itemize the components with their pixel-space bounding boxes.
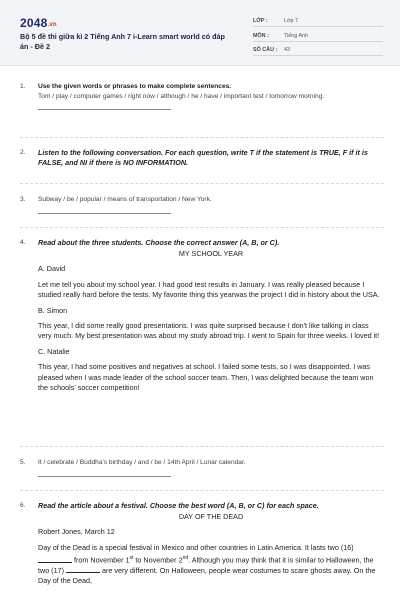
meta-question-count: SỐ CÂU : 43 xyxy=(253,46,383,56)
divider xyxy=(20,490,384,491)
student-name: B. Simon xyxy=(38,305,68,315)
divider xyxy=(20,446,384,447)
student-paragraph: This year, I had some positives and negatives at school. I failed some tests, so I was disappointed. I was pleased when I was made leader of the school soccer team. Then, I was delighted because the team won the schools' soccer competition! xyxy=(38,362,374,393)
blank-17[interactable] xyxy=(66,566,100,573)
divider xyxy=(20,183,384,184)
question-prompt: Subway / be / popular / means of transportation / New York. xyxy=(38,196,212,203)
question-number: 5. xyxy=(20,459,26,466)
student-paragraph: This year, I did some really good presentations. I was quite surprised because I don't like talking in class very much. My best presentation was about my study abroad trip. I went to Spain for three weeks. I loved it! xyxy=(38,321,380,341)
site-logo[interactable]: 2048.vn xyxy=(20,16,57,30)
question-number: 3. xyxy=(20,196,26,203)
reading-heading: DAY OF THE DEAD xyxy=(178,512,244,521)
student-name: C. Natalie xyxy=(38,346,70,356)
question-instruction: Read about the three students. Choose the correct answer (A, B, or C). xyxy=(38,238,280,247)
document-title: Bộ 5 đề thi giữa kì 2 Tiếng Anh 7 i-Learn smart world có đáp án - Đề 2 xyxy=(20,32,225,51)
answer-line[interactable] xyxy=(38,470,171,477)
meta-subject: MÔN : Tiếng Anh xyxy=(253,32,383,42)
question-number: 6. xyxy=(20,502,26,509)
question-number: 4. xyxy=(20,239,26,246)
question-number: 1. xyxy=(20,83,26,90)
article-paragraph: Day of the Dead is a special festival in Mexico and other countries in Latin America. It lasts two (16) from November 1st to November 2nd. Although you may think that it is similar to Halloween, the two (17) are very different. On Halloween, people wear costumes to scare ghosts away. On the Day of the Dead, xyxy=(38,542,376,586)
question-prompt: Tom / play / computer games / right now / although / he / have / important test / tomorrow morning. xyxy=(38,92,325,100)
blank-16[interactable] xyxy=(38,556,72,563)
question-prompt: It / celebrate / Buddha's birthday / and / be / 14th April / Lunar calendar. xyxy=(38,459,246,466)
question-5 xyxy=(20,458,384,477)
answer-line[interactable] xyxy=(38,207,171,214)
article-byline: Robert Jones, March 12 xyxy=(38,527,115,537)
question-instruction: Use the given words or phrases to make complete sentences. xyxy=(38,83,232,90)
reading-heading: MY SCHOOL YEAR xyxy=(178,249,244,258)
question-instruction: Read the article about a festival. Choose the best word (A, B, or C) for each space. xyxy=(38,501,319,510)
divider xyxy=(20,137,384,138)
question-4 xyxy=(20,238,384,393)
question-1 xyxy=(20,82,384,110)
question-2 xyxy=(20,148,384,168)
document-header xyxy=(0,0,400,66)
divider xyxy=(20,227,384,228)
meta-class: LỚP : Lớp 7 xyxy=(253,17,383,27)
question-number: 2. xyxy=(20,149,26,156)
question-3 xyxy=(20,195,384,214)
answer-line[interactable] xyxy=(38,103,171,110)
student-paragraph: Let me tell you about my school year. I had good test results in January. I was really pleased because I studied really hard before the tests. My favorite thing this yearwas the project I did in history about the USA. xyxy=(38,279,380,300)
student-name: A. David xyxy=(38,264,66,274)
question-instruction: Listen to the following conversation. For each question, write T if the statement is TRUE, F if it is FALSE, and NI if there is NO INFORMATION. xyxy=(38,148,368,167)
question-6 xyxy=(20,501,384,587)
